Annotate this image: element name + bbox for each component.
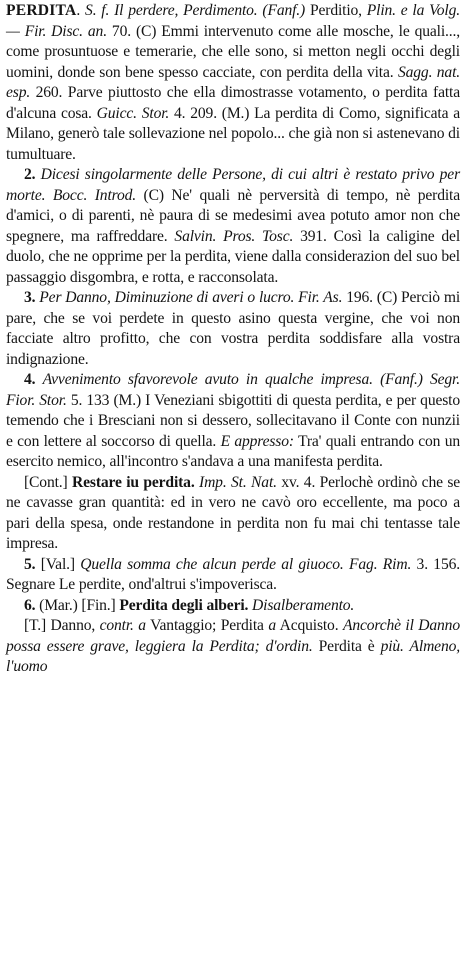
sense-definition: Avvenimento sfavorevole avuto in qualche impresa. (Fanf.) Segr. Fior. Stor. xyxy=(6,371,460,409)
sense-5 xyxy=(6,555,460,596)
sense-text: l'uomo xyxy=(6,658,48,675)
sense-2 xyxy=(6,165,460,288)
sense-number: 5. xyxy=(24,555,36,573)
sense-definition: contr. a xyxy=(99,617,146,634)
sense-6 xyxy=(6,596,460,617)
entry-text: 70. (C) Emmi intervenuto come alle mosche, le quali..., come prosuntuose e temerarie, che elle sono, si metton negli occhi degli uomini, donde son bene spesso cacciate, con perdita della vita. xyxy=(6,22,460,81)
subsense-tommaseo xyxy=(6,616,460,678)
entry-source: Plin. e la Volg. — Fir. Disc. an. xyxy=(6,2,460,40)
sense-phrase: Perdita degli alberi. xyxy=(119,596,249,614)
sense-3 xyxy=(6,288,460,370)
sense-source: più. Almeno, xyxy=(380,637,460,655)
sense-prefix: [Val.] xyxy=(35,555,81,573)
dictionary-entry-perdita: PERDITA. S. f. Il perdere, Perdimento. (Fanf.) Perditio, Plin. e la Volg. — Fir. Disc. an. 70. (C) Emmi intervenuto come alle mosche, le quali..., come prosuntuose e temerarie, che elle sono, si metton negli occhi degli uomini, donde son bene spesso cacciate, con perdita della vita. Sagg. nat. esp. 260. Parve piuttosto che ella dimostrasse votamento, o perdita fatta d'alcuna cosa. Guicc. Stor. 4. 209. (M.) La perdita di Como, significata a Milano, generò tale sollevazione nel popolo... che già non si astenevano di tumultuare. xyxy=(6,2,461,163)
sense-source: E appresso: xyxy=(220,432,294,450)
sense-text: 3. 156. Segnare Le perdite, ond'altrui s'impoverisca. xyxy=(6,555,460,593)
entry-source: Sagg. nat. esp. xyxy=(6,63,461,101)
sense-text: 196. (C) Perciò mi pare, che se voi perdete in questo asino questa vergine, che voi non facciate altro profitto, che con vostra perdita soddisfare alla vostra indignazione. xyxy=(6,289,461,368)
entry-text: Perditio, xyxy=(305,2,367,19)
subsense-restare-in-perdita xyxy=(6,473,460,555)
sense-prefix: [T.] Danno, xyxy=(24,617,100,634)
sense-text: (C) Ne' quali nè perversità di tempo, nè perdita d'amici, o di parenti, nè paura di se medesimi avea potuto amor non che spegnere, ma raffreddare. xyxy=(6,186,460,245)
entry-source: Guicc. Stor. xyxy=(96,104,170,122)
sense-text: Tra' quali entrando con un esercito nemico, all'incontro s'andava a una manifesta perdita. xyxy=(6,432,461,470)
sense-definition: Disalberamento. xyxy=(248,596,355,614)
sense-definition: Dicesi singolarmente delle Persone, di cui altri è restato privo per morte. Bocc. Introd. xyxy=(6,166,460,204)
entry-grammar: S. f. xyxy=(85,2,110,19)
sense-definition: Quella somma che alcun perde al giuoco. Fag. Rim. xyxy=(80,555,412,573)
entry-text: 260. Parve piuttosto che ella dimostrasse votamento, o perdita fatta d'alcuna cosa. xyxy=(6,84,460,122)
sense-text: Vantaggio; Perdita xyxy=(145,617,269,634)
sense-prefix: [Cont.] xyxy=(24,473,73,491)
sense-number: 2. xyxy=(24,166,36,183)
entry-lemma: PERDITA xyxy=(6,2,77,19)
sense-definition: Per Danno, Diminuzione di averi o lucro. Fir. As. xyxy=(39,289,343,306)
sense-prefix: (Mar.) [Fin.] xyxy=(35,596,120,614)
sense-text: Perdita è xyxy=(312,637,381,655)
sense-source: Salvin. Pros. Tosc. xyxy=(174,227,294,245)
entry-text: 4. 209. (M.) La perdita di Como, significata a Milano, generò tale sollevazione nel popolo... che già non si astenevano di tumultuare. xyxy=(6,104,460,163)
entry-definition: Il perdere, Perdimento. (Fanf.) xyxy=(114,2,306,19)
sense-text: 5. 133 (M.) I Veneziani sbigottiti di questa perdita, e per questo temendo che i Bresciani non si dessero, sollecitavano il Conte con nunzii e con lettere al soccorso di quella. xyxy=(6,391,460,450)
sense-source: Imp. St. Nat. xyxy=(199,473,277,491)
sense-number: 6. xyxy=(24,596,36,614)
sense-number: 3. xyxy=(24,289,36,306)
sense-4 xyxy=(6,370,460,473)
sense-phrase: Restare iu perdita. xyxy=(72,473,195,491)
sense-quote: Ancorchè il Danno possa essere grave, leggiera la Perdita; d'ordin. xyxy=(6,617,460,655)
sense-text: 391. Così la caligine del duolo, che ne opprime per la perdita, viene dalla considerazion del suo bel passaggio disgombra, e rotta, e racconsolata. xyxy=(6,227,461,286)
sense-text: Acquisto. xyxy=(275,617,343,634)
sense-text: xv. 4. Perlochè ordinò che se ne cavasse gran quantità: ed in vero ne cavò oro eccellente, ma poco a pari della spesa, onde restandone in perdita non fu mai chi tentasse tale impresa. xyxy=(6,473,461,552)
sense-source: a xyxy=(268,617,276,634)
sense-number: 4. xyxy=(24,371,36,388)
